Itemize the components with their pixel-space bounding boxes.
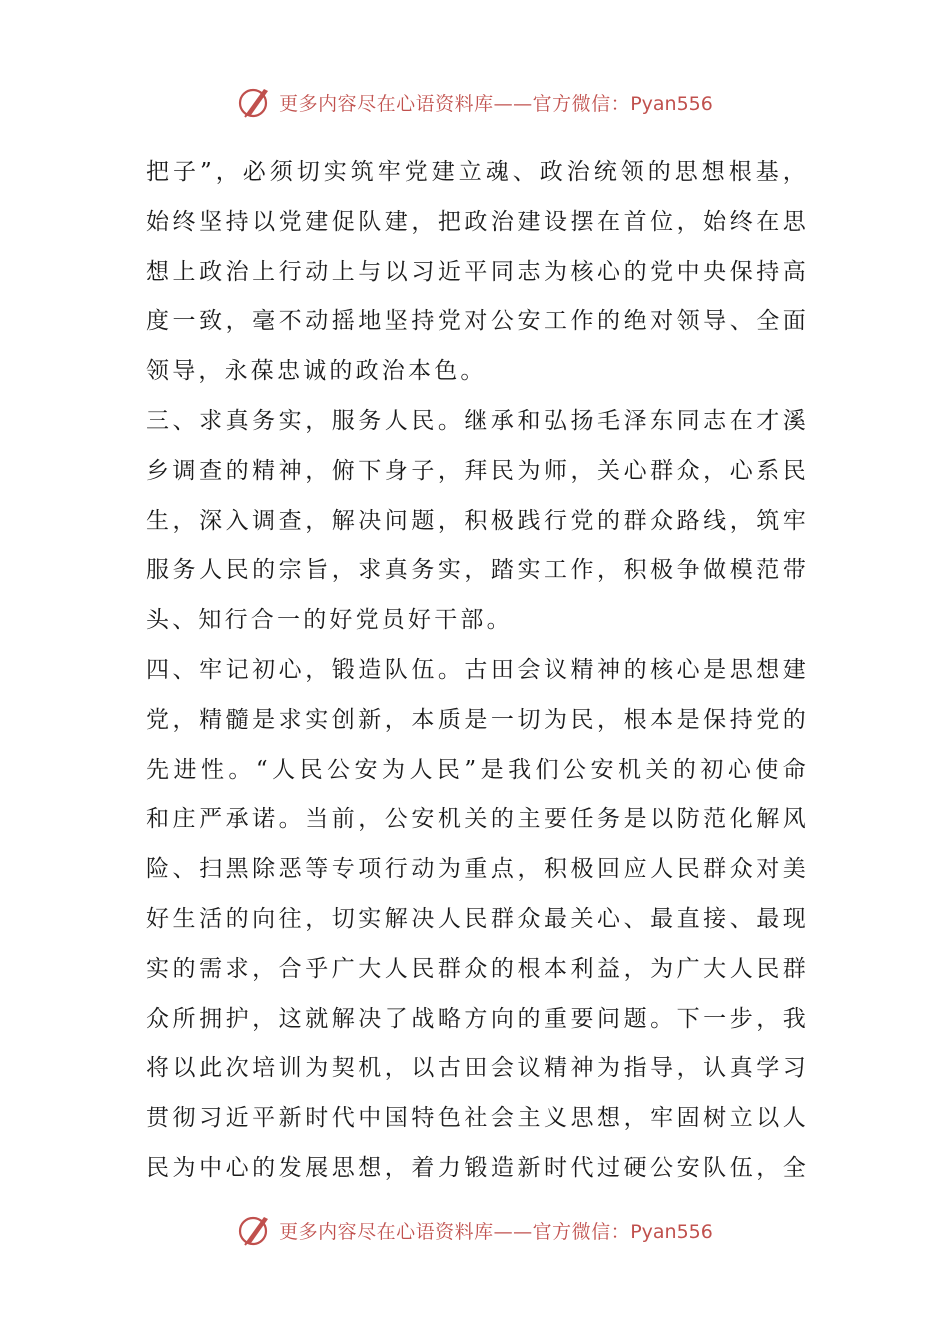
text-line: 服 务 人 民 的 宗 旨 ， 求 真 务 实 ， 踏 实 工 作 ， 积 极 争 做 模 范 带 <box>146 557 806 584</box>
header-watermark <box>0 80 950 124</box>
watermark-wechat-id: Pyan556 <box>630 92 713 115</box>
document-body <box>146 148 806 1194</box>
text-line: 生 ， 深 入 调 查 ， 解 决 问 题 ， 积 极 践 行 党 的 群 众 路 线 ， 筑 牢 <box>146 507 806 534</box>
text-line: 领导，永葆忠诚的政治本色。 <box>146 358 487 385</box>
text-line: 把 子 ” ， 必 须 切 实 筑 牢 党 建 立 魂 、 政 治 统 领 的 思 想 根 基 ， <box>146 159 806 185</box>
text-line: 想 上 政 治 上 行 动 上 与 以 习 近 平 同 志 为 核 心 的 党 中 央 保 持 高 <box>146 258 806 285</box>
text-line: 四 、 牢 记 初 心 ， 锻 造 队 伍 。 古 田 会 议 精 神 的 核 心 是 思 想 建 <box>146 656 806 683</box>
watermark-site-text: 更多内容尽在心语资料库 <box>279 92 494 115</box>
footer-watermark <box>0 1208 950 1252</box>
text-line: 三 、 求 真 务 实 ， 服 务 人 民 。 继 承 和 弘 扬 毛 泽 东 同 志 在 才 溪 <box>146 407 806 434</box>
watermark-dash: —— <box>493 92 533 115</box>
quill-pen-circle-icon <box>237 1212 273 1248</box>
watermark-text <box>279 1217 713 1244</box>
text-line: 头、知行合一的好党员好干部。 <box>146 607 513 634</box>
text-line: 度 一 致 ， 毫 不 动 摇 地 坚 持 党 对 公 安 工 作 的 绝 对 领 导 、 全 面 <box>146 308 806 335</box>
text-line: 始 终 坚 持 以 党 建 促 队 建 ， 把 政 治 建 设 摆 在 首 位 ， 始 终 在 思 <box>146 208 806 235</box>
text-line: 先 进 性 。 “ 人 民 公 安 为 人 民 ” 是 我 们 公 安 机 关 的 初 心 使 命 <box>146 756 806 783</box>
text-line: 党 ， 精 髓 是 求 实 创 新 ， 本 质 是 一 切 为 民 ， 根 本 是 保 持 党 的 <box>146 706 806 733</box>
quill-pen-circle-icon <box>237 84 273 120</box>
text-line: 贯 彻 习 近 平 新 时 代 中 国 特 色 社 会 主 义 思 想 ， 牢 固 树 立 以 人 <box>146 1105 806 1132</box>
text-line: 险 、 扫 黑 除 恶 等 专 项 行 动 为 重 点 ， 积 极 回 应 人 民 群 众 对 美 <box>146 856 806 883</box>
text-line: 和 庄 严 承 诺 。 当 前 ， 公 安 机 关 的 主 要 任 务 是 以 防 范 化 解 风 <box>146 806 806 833</box>
watermark-dash: —— <box>493 1220 533 1243</box>
watermark-text <box>279 89 713 116</box>
watermark-site-text: 更多内容尽在心语资料库 <box>279 1220 494 1243</box>
text-line: 民 为 中 心 的 发 展 思 想 ， 着 力 锻 造 新 时 代 过 硬 公 安 队 伍 ， 全 <box>146 1154 806 1181</box>
text-line: 好 生 活 的 向 往 ， 切 实 解 决 人 民 群 众 最 关 心 、 最 直 接 、 最 现 <box>146 905 806 932</box>
watermark-wechat-id: Pyan556 <box>630 1220 713 1243</box>
watermark-wechat-label: 官方微信： <box>532 92 631 115</box>
text-line: 众 所 拥 护 ， 这 就 解 决 了 战 略 方 向 的 重 要 问 题 。 下 一 步 ， 我 <box>146 1005 806 1032</box>
watermark-wechat-label: 官方微信： <box>532 1220 631 1243</box>
text-line: 乡 调 查 的 精 神 ， 俯 下 身 子 ， 拜 民 为 师 ， 关 心 群 众 ， 心 系 民 <box>146 457 806 484</box>
text-line: 实 的 需 求 ， 合 乎 广 大 人 民 群 众 的 根 本 利 益 ， 为 广 大 人 民 群 <box>146 955 806 982</box>
text-line: 将 以 此 次 培 训 为 契 机 ， 以 古 田 会 议 精 神 为 指 导 ， 认 真 学 习 <box>146 1055 806 1082</box>
